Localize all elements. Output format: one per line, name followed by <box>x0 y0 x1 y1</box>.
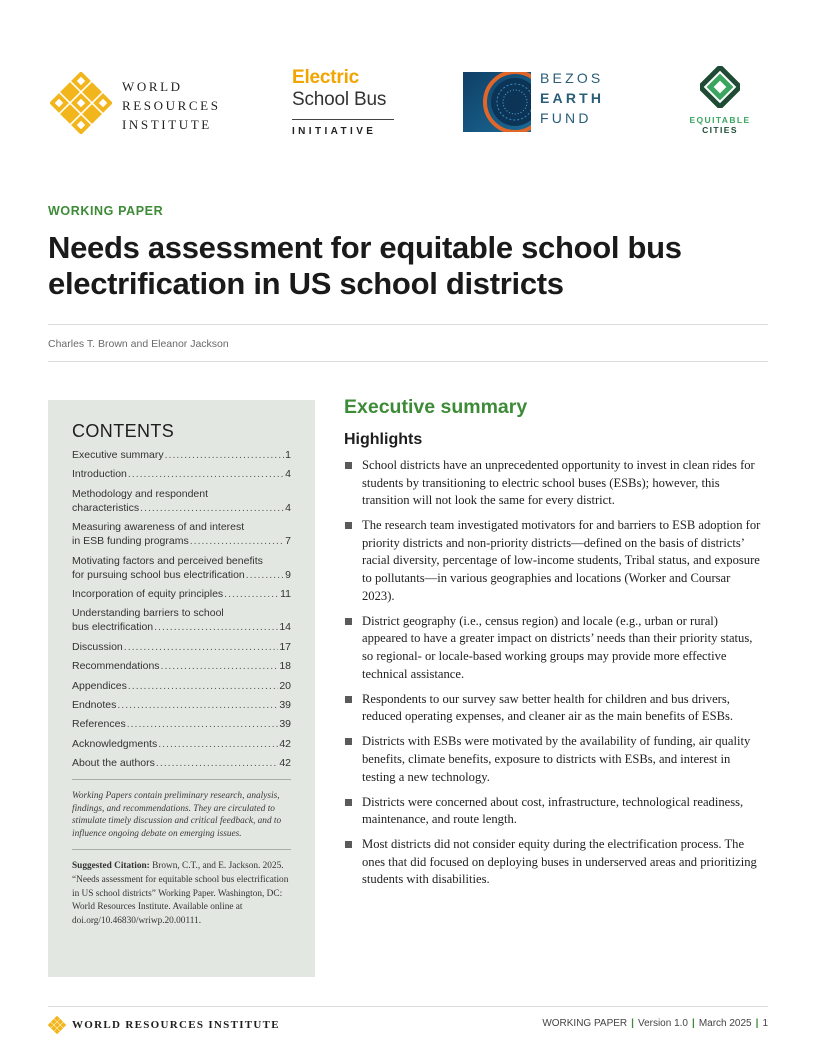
toc-leader-dots <box>128 679 278 693</box>
highlight-item <box>344 733 764 786</box>
toc-item[interactable] <box>72 606 291 634</box>
toc-leader-dots <box>165 448 285 462</box>
highlight-item <box>344 517 764 605</box>
footer-separator: | <box>631 1018 634 1029</box>
toc-item-label: Appendices <box>72 679 127 692</box>
toc-leader-dots <box>158 737 278 751</box>
toc-page-number: 17 <box>279 640 291 653</box>
toc-item-label: Measuring awareness of and interest <box>72 521 245 534</box>
highlight-text: The research team investigated motivators for and barriers to ESB adoption for priority districts and non-priority districts—defined on the basis of districts’ racial diversity, percentage of low-income students, Tribal status, and exposure to pollutants—in various geographies and locations (Worker and Coursar 2023). <box>362 518 761 603</box>
toc-item-label: Incorporation of equity principles <box>72 587 224 600</box>
toc-page-number: 7 <box>285 535 291 548</box>
equitable-cities-logo <box>680 66 760 135</box>
toc-item[interactable] <box>72 520 291 548</box>
highlights-list <box>344 457 764 889</box>
toc-page-number: 42 <box>279 737 291 750</box>
toc-item[interactable] <box>72 554 291 582</box>
highlight-text: Respondents to our survey saw better health for children and bus drivers, reduced operating expenses, and cleaner air as the main benefits of ESBs. <box>362 691 734 724</box>
toc-item[interactable] <box>72 487 291 515</box>
toc-leader-dots <box>246 568 284 582</box>
toc-leader-dots <box>156 756 278 770</box>
toc-item-label: Recommendations <box>72 660 160 673</box>
footer-logo <box>48 1016 280 1034</box>
contents-heading: CONTENTS <box>72 421 175 441</box>
toc-item-label: Acknowledgments <box>72 737 158 750</box>
toc-item[interactable] <box>72 587 291 601</box>
suggested-citation <box>72 860 291 928</box>
bezos-earth-fund-icon <box>463 72 531 137</box>
toc-leader-dots <box>117 698 278 712</box>
toc-item-label: Endnotes <box>72 698 117 711</box>
toc-page-number: 4 <box>285 501 291 514</box>
highlight-item <box>344 613 764 683</box>
bezos-logo-text: BEZOS EARTH FUND <box>540 70 605 126</box>
toc-item-label: About the authors <box>72 757 155 770</box>
esb-logo-line1: Electric <box>292 67 360 88</box>
footer-meta <box>542 1018 768 1029</box>
toc-page-number: 11 <box>280 587 291 600</box>
highlight-item <box>344 836 764 889</box>
toc-item-label: Discussion <box>72 640 123 653</box>
wri-logo-text: WORLD RESOURCES INSTITUTE <box>122 79 221 132</box>
toc-page-number: 14 <box>279 621 291 634</box>
divider <box>48 324 768 325</box>
table-of-contents <box>72 448 291 770</box>
page-number: 1 <box>762 1018 768 1029</box>
toc-page-number: 1 <box>285 449 291 461</box>
toc-item[interactable] <box>72 717 291 731</box>
bullet-square-icon <box>345 522 352 529</box>
toc-item-label: Introduction <box>72 468 127 481</box>
bullet-square-icon <box>345 738 352 745</box>
contents-sidebar <box>48 400 315 977</box>
toc-item[interactable] <box>72 659 291 673</box>
highlight-text: Districts were concerned about cost, infrastructure, technological readiness, maintenance, and route length. <box>362 794 744 827</box>
authors: Charles T. Brown and Eleanor Jackson <box>48 338 229 350</box>
footer-version: Version 1.0 <box>637 1018 688 1029</box>
divider <box>48 361 768 362</box>
toc-leader-dots <box>161 659 279 673</box>
footer-org-name: WORLD RESOURCES INSTITUTE <box>72 1019 280 1031</box>
toc-item-label: Understanding barriers to school <box>72 607 224 620</box>
toc-item[interactable] <box>72 737 291 751</box>
divider <box>72 849 291 850</box>
highlight-text: Districts with ESBs were motivated by the availability of funding, air quality benefits, climate benefits, exposure to districts with ESBs, and interest in testing a new technology. <box>362 734 751 784</box>
footer-doc-type: WORKING PAPER <box>542 1018 628 1029</box>
highlight-text: District geography (i.e., census region) and locale (e.g., urban or rural) appeared to have a greater impact on districts’ needs than their priority status, so regional- or locale-based working groups may provide more effective technical assistance. <box>362 613 753 681</box>
bullet-square-icon <box>345 618 352 625</box>
toc-item[interactable] <box>72 679 291 693</box>
toc-page-number: 4 <box>285 468 291 481</box>
highlight-text: Most districts did not consider equity during the electrification process. The ones that did focused on deploying buses in underserved areas and prioritizing students with disabilities. <box>362 837 757 887</box>
footer-separator: | <box>692 1018 695 1029</box>
toc-item-label: Executive summary <box>72 449 164 461</box>
footer-date: March 2025 <box>698 1018 752 1029</box>
citation-text: Brown, C.T., and E. Jackson. 2025. “Needs assessment for equitable school bus electrification in US school districts” Working Paper. Washington, DC: World Resources Institute. Available online at doi.org/10.46830/wriwp.20.00111. <box>72 861 289 926</box>
toc-page-number: 9 <box>285 568 291 581</box>
toc-page-number: 42 <box>279 757 291 770</box>
wri-logo-icon <box>50 72 112 139</box>
equitable-cities-icon <box>700 66 740 108</box>
bullet-square-icon <box>345 841 352 848</box>
section-title: Executive summary <box>344 396 528 418</box>
highlights-heading: Highlights <box>344 431 423 448</box>
equitable-cities-line2: CITIES <box>702 125 738 135</box>
toc-page-number: 20 <box>279 679 291 692</box>
disclaimer: Working Papers contain preliminary research, analysis, findings, and recommendations. They are circulated to stimulate timely discussion and critical feedback, and to influence ongoing debate on emerging issues. <box>72 791 282 839</box>
toc-leader-dots <box>128 467 284 481</box>
toc-page-number: 39 <box>279 698 291 711</box>
executive-summary <box>344 396 764 897</box>
footer-separator: | <box>755 1018 759 1029</box>
toc-item[interactable] <box>72 698 291 712</box>
paper-type-label: WORKING PAPER <box>48 204 164 218</box>
toc-item-label: Methodology and respondent <box>72 487 209 500</box>
esb-logo-rule <box>292 119 394 120</box>
highlight-item <box>344 457 764 510</box>
divider <box>72 779 291 780</box>
highlight-item <box>344 691 764 726</box>
toc-leader-dots <box>224 587 279 601</box>
divider <box>48 1006 768 1007</box>
toc-item-label: characteristics <box>72 501 140 514</box>
toc-item-label: for pursuing school bus electrification <box>72 568 245 581</box>
highlight-item <box>344 794 764 829</box>
toc-leader-dots <box>154 620 278 634</box>
bullet-square-icon <box>345 462 352 469</box>
bullet-square-icon <box>345 799 352 806</box>
toc-item-label: Motivating factors and perceived benefits <box>72 554 263 567</box>
page-title: Needs assessment for equitable school bus electrification in US school districts <box>48 230 682 301</box>
bullet-square-icon <box>345 696 352 703</box>
logo-bar <box>0 62 816 142</box>
esb-logo <box>292 67 402 137</box>
toc-leader-dots <box>127 717 279 731</box>
toc-item[interactable] <box>72 640 291 654</box>
toc-leader-dots <box>190 534 284 548</box>
toc-leader-dots <box>140 501 284 515</box>
toc-item-label: bus electrification <box>72 621 154 634</box>
esb-logo-line2: School Bus <box>292 89 387 110</box>
highlight-text: School districts have an unprecedented opportunity to invest in clean rides for students by transitioning to electric school buses (ESBs); however, this transition will not look the same for every district. <box>362 458 755 508</box>
toc-item[interactable] <box>72 467 291 481</box>
toc-item[interactable] <box>72 756 291 770</box>
toc-page-number: 39 <box>279 718 291 731</box>
toc-page-number: 18 <box>279 660 291 673</box>
toc-item-label: in ESB funding programs <box>72 535 189 548</box>
toc-leader-dots <box>124 640 279 654</box>
toc-item-label: References <box>72 718 126 731</box>
wri-footer-icon <box>48 1016 66 1034</box>
equitable-cities-line1: EQUITABLE <box>689 115 751 125</box>
toc-item[interactable] <box>72 448 291 462</box>
citation-label: Suggested Citation: <box>72 861 150 872</box>
esb-logo-line3: INITIATIVE <box>292 126 377 137</box>
